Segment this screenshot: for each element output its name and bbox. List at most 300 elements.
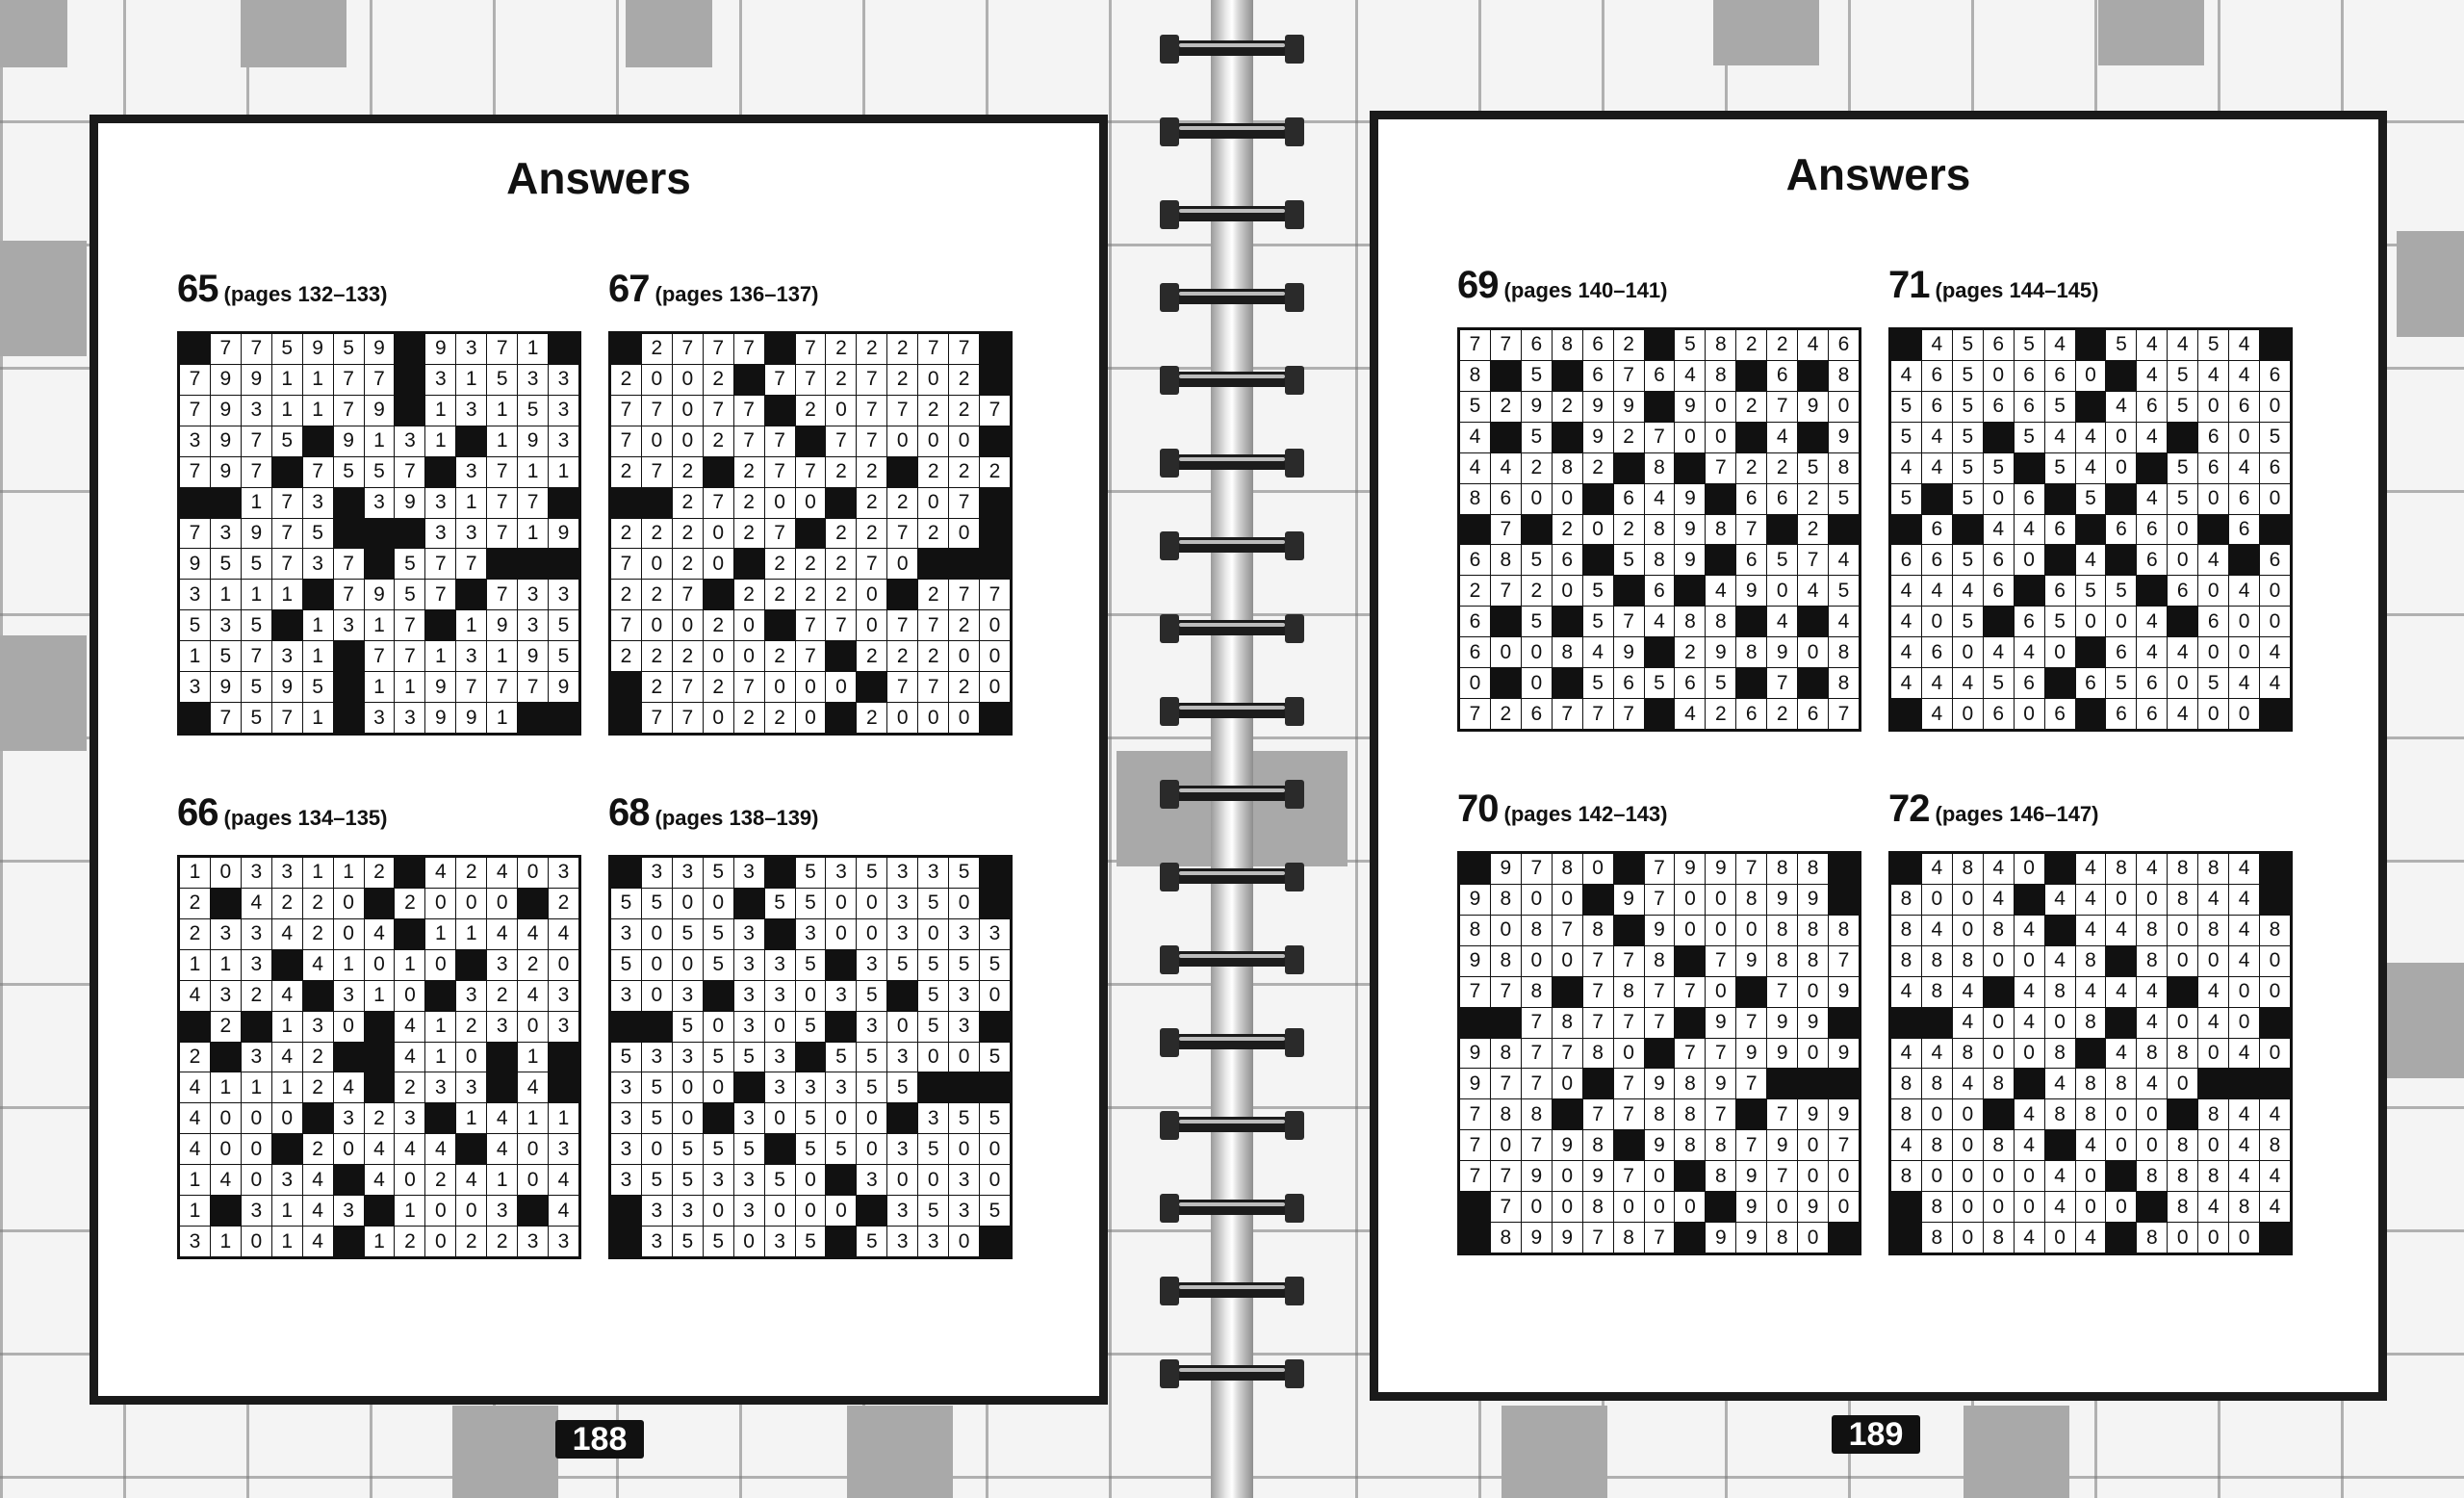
grid-cell: 4 [487, 1134, 517, 1164]
grid-cell: 5 [242, 703, 271, 733]
grid-cell: 5 [211, 641, 241, 671]
grid-cell: 6 [1984, 545, 2014, 575]
grid-cell: 8 [1553, 854, 1582, 884]
grid-cell: 2 [303, 1043, 333, 1072]
grid-cell: 5 [1645, 668, 1675, 698]
grid-cell: 3 [425, 519, 455, 549]
grid-cell: 2 [826, 519, 856, 549]
grid-cell: 7 [1645, 885, 1675, 915]
grid-cell: 0 [1953, 1223, 1983, 1253]
grid-cell: 4 [180, 981, 210, 1011]
grid-cell: 5 [395, 580, 424, 609]
grid-cell: 7 [1767, 392, 1797, 422]
grid-cell: 3 [611, 919, 641, 949]
grid-cell: 8 [1767, 854, 1797, 884]
grid-cell: 9 [1614, 637, 1644, 667]
grid-cell: 7 [518, 488, 548, 518]
grid-cell: 5 [796, 950, 826, 980]
grid-cell: 2 [826, 334, 856, 364]
grid-cell: 9 [425, 703, 455, 733]
grid-cell: 4 [2198, 977, 2228, 1007]
grid-cell: 5 [2198, 330, 2228, 360]
black-cell [796, 519, 826, 549]
black-cell [1798, 423, 1828, 452]
grid-cell: 2 [734, 580, 764, 609]
puzzle-70 [1457, 788, 1861, 1255]
grid-cell: 2 [826, 580, 856, 609]
grid-cell: 7 [242, 641, 271, 671]
grid-cell: 0 [2015, 1161, 2044, 1191]
grid-cell: 2 [826, 457, 856, 487]
grid-cell: 7 [1614, 1161, 1644, 1191]
grid-cell: 6 [1922, 637, 1952, 667]
grid-cell: 7 [796, 610, 826, 640]
grid-cell: 1 [303, 641, 333, 671]
grid-cell: 8 [1675, 1130, 1705, 1160]
black-cell [980, 889, 1010, 918]
grid-cell: 4 [1891, 1130, 1921, 1160]
grid-cell: 4 [1984, 885, 2014, 915]
grid-cell: 2 [611, 519, 641, 549]
puzzle-page-reference: (pages 138–139) [654, 806, 819, 830]
grid-cell: 5 [1953, 392, 1983, 422]
grid-cell: 4 [2229, 885, 2259, 915]
grid-cell: 3 [734, 1103, 764, 1133]
grid-cell: 2 [1614, 423, 1644, 452]
grid-cell: 7 [949, 334, 979, 364]
grid-cell: 5 [949, 858, 979, 888]
grid-cell: 4 [2045, 330, 2075, 360]
grid-cell: 4 [487, 919, 517, 949]
grid-cell: 0 [673, 950, 703, 980]
grid-cell: 5 [2198, 668, 2228, 698]
black-cell [365, 1196, 395, 1226]
background-square [1713, 0, 1819, 65]
grid-cell: 1 [211, 580, 241, 609]
grid-cell: 2 [857, 641, 886, 671]
grid-cell: 3 [918, 1227, 948, 1256]
grid-cell: 8 [1583, 1039, 1613, 1069]
grid-cell: 5 [734, 1043, 764, 1072]
grid-cell: 5 [1984, 453, 2014, 483]
grid-cell: 0 [857, 1103, 886, 1133]
black-cell [1460, 1192, 1490, 1222]
grid-cell: 0 [2229, 1008, 2259, 1038]
grid-cell: 2 [887, 641, 917, 671]
grid-cell: 0 [1706, 916, 1735, 945]
background-square [1502, 1406, 1607, 1498]
grid-cell: 3 [211, 981, 241, 1011]
black-cell [1736, 977, 1766, 1007]
grid-cell: 8 [1984, 1223, 2014, 1253]
grid-cell: 0 [642, 919, 672, 949]
grid-cell: 5 [949, 1103, 979, 1133]
grid-cell: 8 [1767, 1223, 1797, 1253]
grid-cell: 5 [642, 1103, 672, 1133]
grid-cell: 6 [2260, 453, 2290, 483]
grid-cell: 2 [1767, 699, 1797, 729]
grid-cell: 9 [1522, 392, 1552, 422]
background-square [2387, 963, 2464, 1078]
grid-cell: 6 [2045, 515, 2075, 545]
grid-cell: 7 [918, 334, 948, 364]
grid-cell: 2 [642, 641, 672, 671]
grid-cell: 1 [425, 426, 455, 456]
black-cell [1614, 854, 1644, 884]
black-cell [2106, 946, 2136, 976]
background-square [1116, 751, 1213, 866]
grid-cell: 6 [2106, 637, 2136, 667]
puzzle-label [1888, 788, 2099, 831]
grid-cell: 8 [1829, 637, 1859, 667]
grid-cell: 3 [673, 1196, 703, 1226]
grid-cell: 2 [303, 889, 333, 918]
black-cell [1460, 515, 1490, 545]
grid-cell: 4 [1953, 1008, 1983, 1038]
grid-cell: 2 [642, 580, 672, 609]
puzzle-71 [1888, 264, 2293, 732]
grid-cell: 3 [765, 1227, 795, 1256]
grid-cell: 4 [2229, 361, 2259, 391]
grid-cell: 0 [2168, 946, 2197, 976]
grid-cell: 3 [734, 950, 764, 980]
grid-cell: 0 [918, 703, 948, 733]
black-cell [365, 889, 395, 918]
grid-cell: 4 [1953, 576, 1983, 606]
grid-cell: 9 [365, 334, 395, 364]
grid-cell: 6 [2015, 668, 2044, 698]
grid-cell: 0 [1798, 1161, 1828, 1191]
grid-cell: 0 [980, 1134, 1010, 1164]
black-cell [2198, 515, 2228, 545]
grid-cell: 4 [2137, 1008, 2167, 1038]
grid-cell: 1 [518, 519, 548, 549]
grid-cell: 3 [765, 950, 795, 980]
grid-cell: 0 [272, 1103, 302, 1133]
grid-cell: 6 [1829, 330, 1859, 360]
grid-cell: 2 [1491, 699, 1521, 729]
grid-cell: 1 [425, 641, 455, 671]
grid-cell: 9 [1583, 392, 1613, 422]
black-cell [1675, 1008, 1705, 1038]
grid-cell: 4 [518, 981, 548, 1011]
grid-cell: 7 [1522, 854, 1552, 884]
grid-cell: 7 [1491, 1161, 1521, 1191]
grid-cell: 0 [425, 950, 455, 980]
grid-cell: 0 [2076, 1192, 2106, 1222]
black-cell [704, 580, 733, 609]
grid-cell: 4 [1984, 515, 2014, 545]
grid-cell: 4 [2015, 916, 2044, 945]
grid-cell: 7 [1614, 699, 1644, 729]
spiral-binding-ring-icon [1160, 1111, 1304, 1140]
puzzle-label [608, 268, 819, 311]
grid-cell: 4 [1984, 854, 2014, 884]
black-cell [611, 488, 641, 518]
grid-cell: 4 [1891, 453, 1921, 483]
grid-cell: 7 [518, 672, 548, 702]
grid-cell: 7 [1491, 576, 1521, 606]
grid-cell: 5 [673, 919, 703, 949]
grid-cell: 4 [2045, 1069, 2075, 1098]
grid-cell: 7 [211, 703, 241, 733]
grid-cell: 8 [1583, 1192, 1613, 1222]
grid-cell: 0 [1706, 423, 1735, 452]
grid-cell: 7 [765, 519, 795, 549]
grid-cell: 8 [1675, 1099, 1705, 1129]
grid-cell: 6 [2168, 576, 2197, 606]
grid-cell: 5 [2045, 392, 2075, 422]
grid-cell: 4 [1891, 1039, 1921, 1069]
grid-cell: 1 [180, 1165, 210, 1195]
black-cell [1767, 515, 1797, 545]
grid-cell: 8 [1491, 1099, 1521, 1129]
puzzle-72 [1888, 788, 2293, 1255]
grid-cell: 7 [887, 396, 917, 426]
grid-cell: 3 [949, 1165, 979, 1195]
grid-cell: 2 [704, 426, 733, 456]
grid-cell: 7 [1491, 977, 1521, 1007]
grid-cell: 1 [303, 610, 333, 640]
grid-cell: 9 [1798, 392, 1828, 422]
grid-cell: 7 [1522, 1008, 1552, 1038]
black-cell [2260, 1008, 2290, 1038]
black-cell [642, 488, 672, 518]
grid-cell: 5 [1984, 668, 2014, 698]
grid-cell: 2 [1767, 330, 1797, 360]
puzzle-69 [1457, 264, 1861, 732]
grid-cell: 4 [211, 1165, 241, 1195]
grid-cell: 1 [365, 1227, 395, 1256]
grid-cell: 0 [826, 889, 856, 918]
black-cell [303, 426, 333, 456]
grid-cell: 3 [242, 1196, 271, 1226]
black-cell [1891, 699, 1921, 729]
grid-cell: 1 [487, 703, 517, 733]
black-cell [549, 549, 578, 579]
black-cell [1645, 392, 1675, 422]
grid-cell: 0 [1984, 361, 2014, 391]
grid-cell: 9 [1460, 1069, 1490, 1098]
grid-cell: 0 [425, 889, 455, 918]
grid-cell: 7 [272, 488, 302, 518]
grid-cell: 8 [2137, 1161, 2167, 1191]
grid-cell: 3 [180, 426, 210, 456]
spiral-binding-ring-icon [1160, 35, 1304, 64]
grid-cell: 8 [1491, 545, 1521, 575]
grid-cell: 4 [1891, 576, 1921, 606]
grid-cell: 3 [456, 334, 486, 364]
grid-cell: 0 [642, 549, 672, 579]
grid-cell: 3 [826, 1072, 856, 1102]
grid-cell: 8 [1922, 946, 1952, 976]
grid-cell: 0 [1553, 1192, 1582, 1222]
grid-cell: 5 [242, 672, 271, 702]
grid-cell: 7 [1706, 1039, 1735, 1069]
grid-cell: 9 [1675, 545, 1705, 575]
grid-cell: 9 [1706, 1008, 1735, 1038]
black-cell [826, 1227, 856, 1256]
grid-cell: 3 [549, 1012, 578, 1042]
grid-cell: 4 [2137, 423, 2167, 452]
black-cell [549, 488, 578, 518]
grid-cell: 3 [734, 858, 764, 888]
grid-cell: 0 [2106, 423, 2136, 452]
grid-cell: 4 [365, 1134, 395, 1164]
grid-cell: 9 [1553, 1130, 1582, 1160]
grid-cell: 1 [518, 1103, 548, 1133]
grid-cell: 4 [1798, 576, 1828, 606]
grid-cell: 0 [1491, 916, 1521, 945]
grid-cell: 8 [1706, 515, 1735, 545]
black-cell [1460, 854, 1490, 884]
grid-cell: 4 [2137, 637, 2167, 667]
grid-cell: 8 [1706, 361, 1735, 391]
grid-cell: 7 [1460, 1099, 1490, 1129]
grid-cell: 2 [303, 919, 333, 949]
grid-cell: 8 [1706, 330, 1735, 360]
grid-cell: 4 [2198, 361, 2228, 391]
grid-cell: 7 [611, 549, 641, 579]
black-cell [1675, 1161, 1705, 1191]
grid-cell: 8 [2260, 1130, 2290, 1160]
grid-cell: 8 [1829, 361, 1859, 391]
black-cell [2076, 330, 2106, 360]
grid-cell: 6 [2106, 515, 2136, 545]
grid-cell: 0 [2229, 699, 2259, 729]
grid-cell: 0 [2106, 453, 2136, 483]
black-cell [980, 1012, 1010, 1042]
black-cell [734, 889, 764, 918]
black-cell [456, 580, 486, 609]
grid-cell: 0 [2076, 1161, 2106, 1191]
grid-cell: 0 [949, 519, 979, 549]
grid-cell: 1 [365, 672, 395, 702]
grid-cell: 0 [1553, 484, 1582, 514]
grid-cell: 9 [365, 396, 395, 426]
grid-cell: 7 [1829, 946, 1859, 976]
grid-cell: 0 [857, 919, 886, 949]
grid-cell: 0 [857, 580, 886, 609]
grid-cell: 7 [1583, 1099, 1613, 1129]
puzzle-label [1457, 788, 1668, 831]
grid-cell: 0 [2015, 699, 2044, 729]
grid-cell: 7 [1460, 977, 1490, 1007]
black-cell [1675, 453, 1705, 483]
grid-cell: 7 [334, 396, 364, 426]
grid-cell: 8 [1984, 1130, 2014, 1160]
grid-cell: 0 [887, 426, 917, 456]
grid-cell: 2 [456, 1012, 486, 1042]
grid-cell: 4 [395, 1043, 424, 1072]
grid-cell: 9 [1736, 946, 1766, 976]
grid-cell: 0 [918, 365, 948, 395]
grid-cell: 2 [734, 703, 764, 733]
grid-cell: 4 [303, 1227, 333, 1256]
grid-cell: 5 [242, 549, 271, 579]
black-cell [1491, 607, 1521, 636]
grid-cell: 1 [272, 1072, 302, 1102]
spiral-binding-ring-icon [1160, 1028, 1304, 1057]
grid-cell: 5 [918, 981, 948, 1011]
grid-cell: 8 [2168, 1039, 2197, 1069]
grid-cell: 6 [2045, 699, 2075, 729]
grid-cell: 0 [826, 1196, 856, 1226]
grid-cell: 0 [518, 858, 548, 888]
grid-cell: 7 [765, 426, 795, 456]
grid-cell: 7 [1706, 946, 1735, 976]
grid-cell: 0 [211, 1103, 241, 1133]
grid-cell: 7 [796, 641, 826, 671]
grid-cell: 0 [887, 549, 917, 579]
grid-cell: 2 [857, 519, 886, 549]
grid-cell: 4 [1984, 637, 2014, 667]
grid-cell: 5 [796, 1134, 826, 1164]
black-cell [395, 334, 424, 364]
grid-cell: 5 [2015, 423, 2044, 452]
grid-cell: 9 [1767, 1008, 1797, 1038]
black-cell [334, 488, 364, 518]
grid-cell: 1 [303, 858, 333, 888]
page-title: Answers [506, 153, 691, 203]
grid-cell: 7 [1645, 1223, 1675, 1253]
grid-cell: 2 [826, 549, 856, 579]
spiral-binding-ring-icon [1160, 863, 1304, 891]
grid-cell: 0 [2045, 1223, 2075, 1253]
grid-cell: 0 [673, 396, 703, 426]
grid-cell: 2 [887, 488, 917, 518]
grid-cell: 4 [2045, 885, 2075, 915]
grid-cell: 0 [1798, 977, 1828, 1007]
grid-cell: 7 [704, 396, 733, 426]
grid-cell: 5 [704, 919, 733, 949]
grid-cell: 0 [1553, 946, 1582, 976]
grid-cell: 6 [1583, 330, 1613, 360]
grid-cell: 8 [1645, 453, 1675, 483]
grid-cell: 0 [1706, 977, 1735, 1007]
black-cell [395, 519, 424, 549]
grid-cell: 2 [918, 580, 948, 609]
black-cell [611, 334, 641, 364]
grid-cell: 3 [796, 1072, 826, 1102]
grid-cell: 7 [1614, 361, 1644, 391]
grid-cell: 1 [395, 1196, 424, 1226]
grid-cell: 7 [1522, 1039, 1552, 1069]
puzzle-label [177, 268, 388, 311]
grid-cell: 2 [1614, 330, 1644, 360]
grid-cell: 4 [1953, 668, 1983, 698]
black-cell [1614, 916, 1644, 945]
grid-cell: 5 [918, 1134, 948, 1164]
grid-cell: 7 [1553, 916, 1582, 945]
grid-cell: 9 [1645, 916, 1675, 945]
grid-cell: 3 [734, 1196, 764, 1226]
grid-cell: 8 [2076, 946, 2106, 976]
grid-cell: 5 [1953, 484, 1983, 514]
grid-cell: 6 [2260, 545, 2290, 575]
grid-cell: 3 [949, 919, 979, 949]
grid-cell: 0 [2260, 484, 2290, 514]
grid-cell: 5 [765, 889, 795, 918]
black-cell [704, 457, 733, 487]
grid-cell: 4 [1922, 330, 1952, 360]
grid-cell: 4 [1891, 668, 1921, 698]
grid-cell: 5 [2045, 607, 2075, 636]
grid-cell: 6 [1922, 361, 1952, 391]
grid-cell: 4 [2260, 668, 2290, 698]
grid-cell: 3 [425, 488, 455, 518]
black-cell [487, 1072, 517, 1102]
